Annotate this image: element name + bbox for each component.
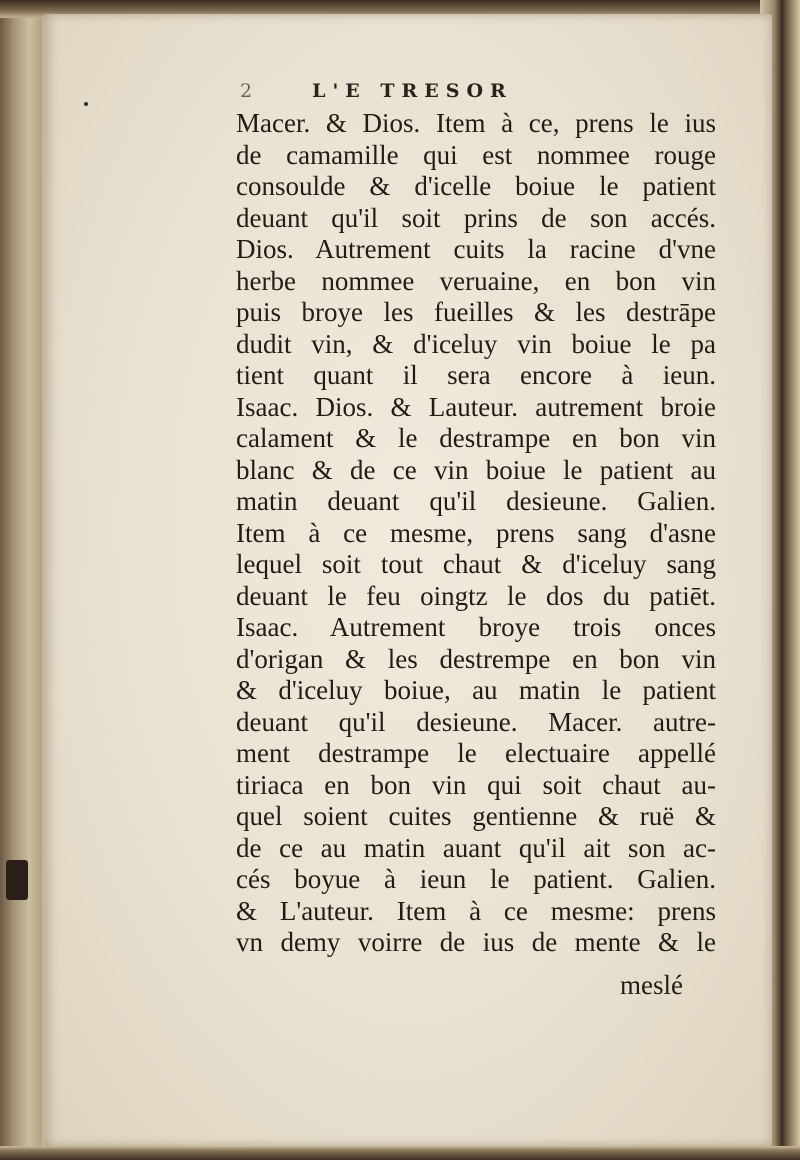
text-line: & L'auteur. Item à ce mesme: prens	[236, 895, 716, 926]
text-line: quel soient cuites gentienne & ruë &	[236, 801, 716, 831]
text-line: puis broye les fueilles & les destrāpe	[236, 297, 716, 327]
text-line: & d'iceluy boiue, au matin le patient	[236, 675, 716, 705]
text-line: Isaac. Dios. & Lauteur. autrement broie	[236, 391, 716, 422]
text-line: herbe nommee veruaine, en bon vin	[236, 265, 716, 296]
text-line: cés boyue à ieun le patient. Galien.	[236, 864, 716, 894]
body-text	[236, 108, 716, 959]
ink-spot	[84, 102, 88, 106]
text-line: tient quant il sera encore à ieun.	[236, 360, 716, 390]
catchword: meslé	[620, 970, 683, 1000]
running-header	[240, 80, 570, 102]
text-line: lequel soit tout chaut & d'iceluy sang	[236, 549, 716, 579]
text-line: d'origan & les destrempe en bon vin	[236, 643, 716, 674]
text-line: calament & le destrampe en bon vin	[236, 423, 716, 453]
text-line: Dios. Autrement cuits la racine d'vne	[236, 234, 716, 264]
text-line: matin deuant qu'il desieune. Galien.	[236, 486, 716, 516]
page-edge-bottom	[0, 1146, 800, 1160]
book-binding-left	[0, 0, 42, 1160]
running-header-title: L'E TRESOR	[312, 80, 513, 102]
text-line: de camamille qui est nommee rouge	[236, 139, 716, 170]
text-line: deuant qu'il soit prins de son accés.	[236, 202, 716, 233]
text-line: deuant le feu oingtz le dos du patiēt.	[236, 580, 716, 611]
text-line: blanc & de ce vin boiue le patient au	[236, 454, 716, 485]
text-line: deuant qu'il desieune. Macer. autre-	[236, 706, 716, 737]
text-line: Isaac. Autrement broye trois onces	[236, 612, 716, 642]
text-line: Item à ce mesme, prens sang d'asne	[236, 517, 716, 548]
text-line: ment destrampe le electuaire appellé	[236, 738, 716, 768]
text-line: Macer. & Dios. Item à ce, prens le ius	[236, 108, 716, 138]
text-line: tiriaca en bon vin qui soit chaut au-	[236, 769, 716, 800]
text-line: vn demy voirre de ius de mente & le	[236, 927, 716, 957]
text-line: dudit vin, & d'iceluy vin boiue le pa	[236, 328, 716, 359]
text-line: de ce au matin auant qu'il ait son ac-	[236, 832, 716, 863]
header-marker: 2	[240, 80, 253, 102]
text-line: consoulde & d'icelle boiue le patient	[236, 171, 716, 201]
